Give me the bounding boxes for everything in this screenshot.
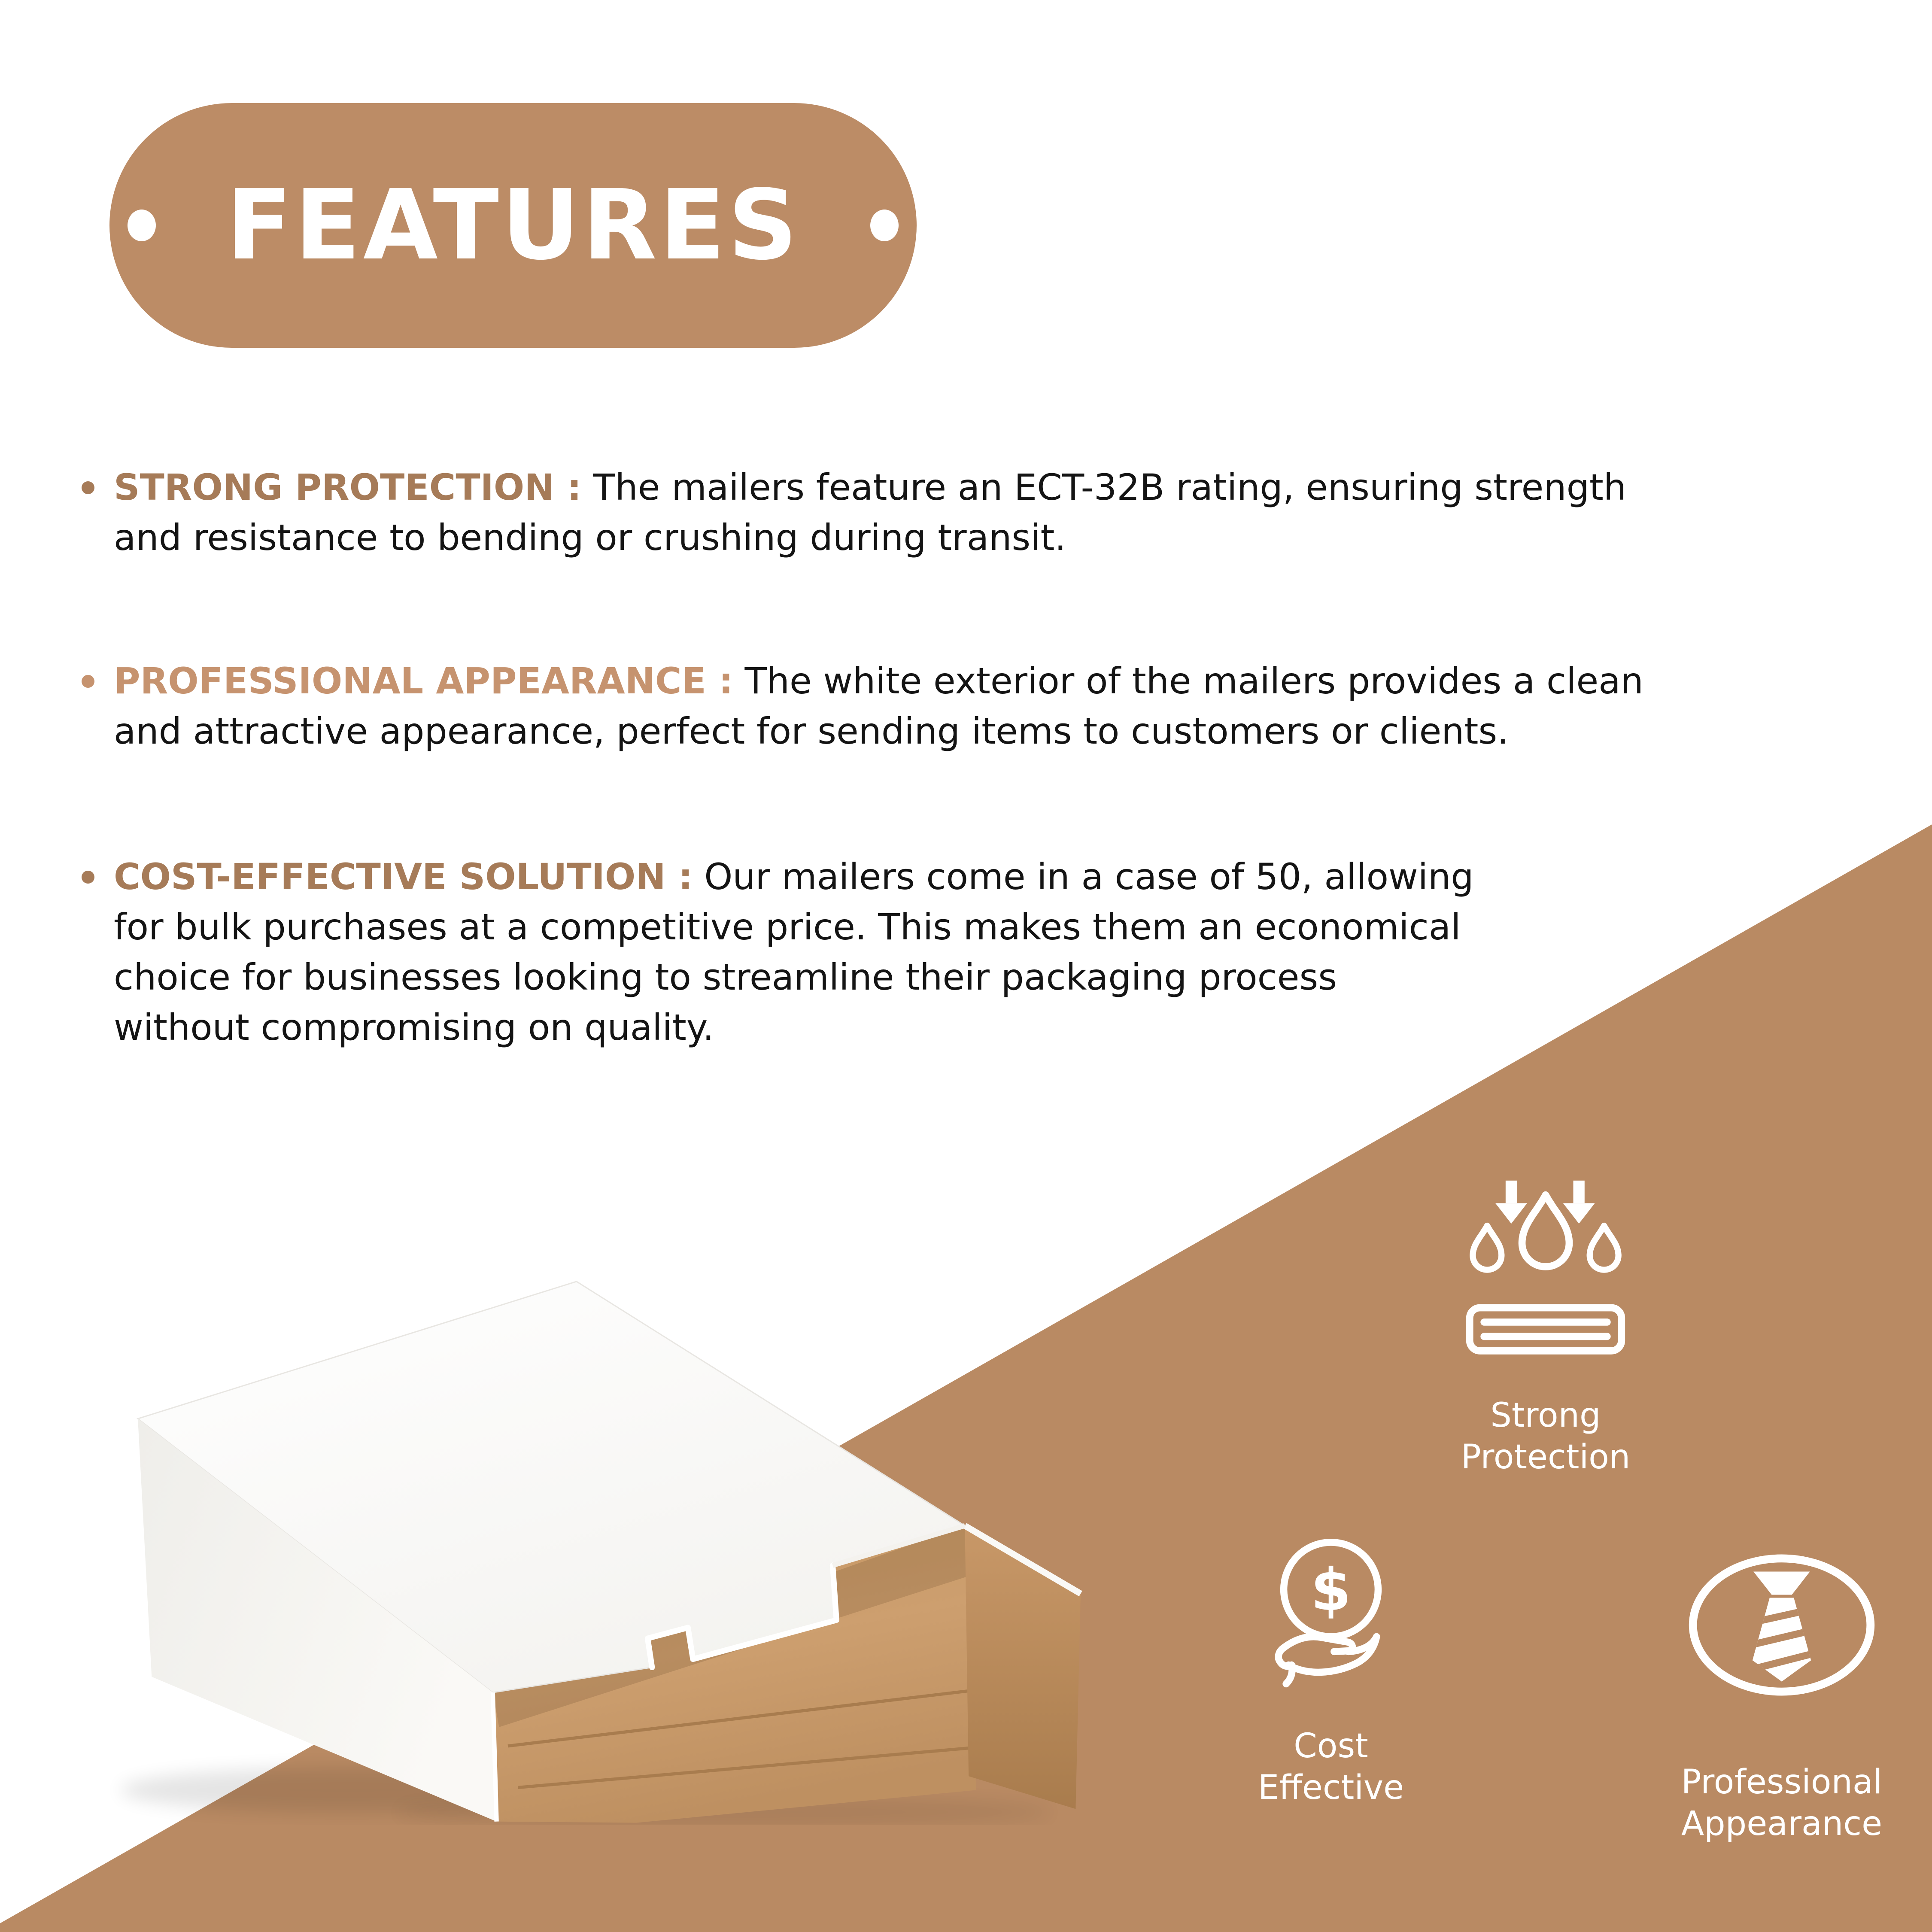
badge-label-line: Cost — [1294, 1727, 1368, 1765]
down-arrow-icon — [1506, 1181, 1517, 1203]
badge-cost-effective — [1202, 1539, 1460, 1809]
badge-professional-appearance — [1653, 1539, 1911, 1845]
badge-label-line: Appearance — [1681, 1804, 1883, 1843]
bullet-text: and resistance to bending or crushing during transit. — [114, 516, 1066, 559]
feature-bullet-strong-protection — [82, 462, 1626, 563]
tie-knot-icon — [1753, 1571, 1810, 1595]
bullet-dot-icon — [82, 871, 94, 884]
water-drop-icon — [1522, 1195, 1569, 1267]
necktie-professional-icon — [1681, 1539, 1883, 1711]
feature-bullet-cost-effective — [82, 852, 1474, 1053]
badge-label — [1681, 1762, 1883, 1845]
pill-left-dot-icon — [128, 210, 156, 241]
badge-label — [1461, 1395, 1631, 1478]
bullet-heading: PROFESSIONAL APPEARANCE : — [114, 660, 733, 702]
bullet-line — [114, 462, 1626, 513]
bullet-dot-icon — [82, 675, 94, 688]
bullet-text: The mailers feature an ECT-32B rating, ensuring strength — [593, 466, 1627, 508]
feature-bullet-professional-appearance — [82, 656, 1643, 756]
bullet-text: and attractive appearance, perfect for sending items to customers or clients. — [114, 710, 1509, 752]
product-photo-mailer-box — [107, 1224, 1095, 1825]
down-arrow-icon — [1495, 1203, 1527, 1224]
bullet-line — [114, 852, 1474, 902]
bullet-text: Our mailers come in a case of 50, allowing — [704, 856, 1474, 898]
badge-label-line: Protection — [1461, 1438, 1631, 1476]
hand-palm-icon — [1284, 1637, 1352, 1652]
badge-label — [1258, 1725, 1404, 1809]
bullet-text: The white exterior of the mailers provides a clean — [744, 660, 1643, 702]
down-arrow-icon — [1563, 1203, 1595, 1224]
dollar-coin-hand-icon — [1260, 1539, 1402, 1689]
dollar-sign: $ — [1310, 1555, 1352, 1624]
water-drop-icon — [1590, 1226, 1619, 1270]
badge-label-line: Effective — [1258, 1768, 1404, 1807]
bullet-text: for bulk purchases at a competitive price. This makes them an economical — [114, 906, 1461, 948]
down-arrow-icon — [1574, 1181, 1585, 1203]
page-title: FEATURES — [226, 169, 800, 282]
board-layers-icon — [1470, 1308, 1622, 1351]
badge-strong-protection — [1417, 1179, 1674, 1478]
bullet-dot-icon — [82, 481, 94, 494]
bullet-text: choice for businesses looking to streamline their packaging process — [114, 956, 1337, 998]
bullet-heading: COST-EFFECTIVE SOLUTION : — [114, 856, 693, 898]
features-header-pill — [109, 103, 917, 348]
water-drop-icon — [1473, 1226, 1501, 1270]
badge-label-line: Strong — [1490, 1396, 1601, 1435]
bullet-heading: STRONG PROTECTION : — [114, 466, 582, 508]
pill-right-dot-icon — [870, 210, 899, 241]
box-kraft-side-wall — [965, 1526, 1081, 1809]
water-drops-strong-protection-icon — [1453, 1179, 1638, 1363]
bullet-text: without compromising on quality. — [114, 1006, 714, 1048]
badge-label-line: Professional — [1681, 1763, 1883, 1801]
bullet-line — [114, 656, 1643, 706]
